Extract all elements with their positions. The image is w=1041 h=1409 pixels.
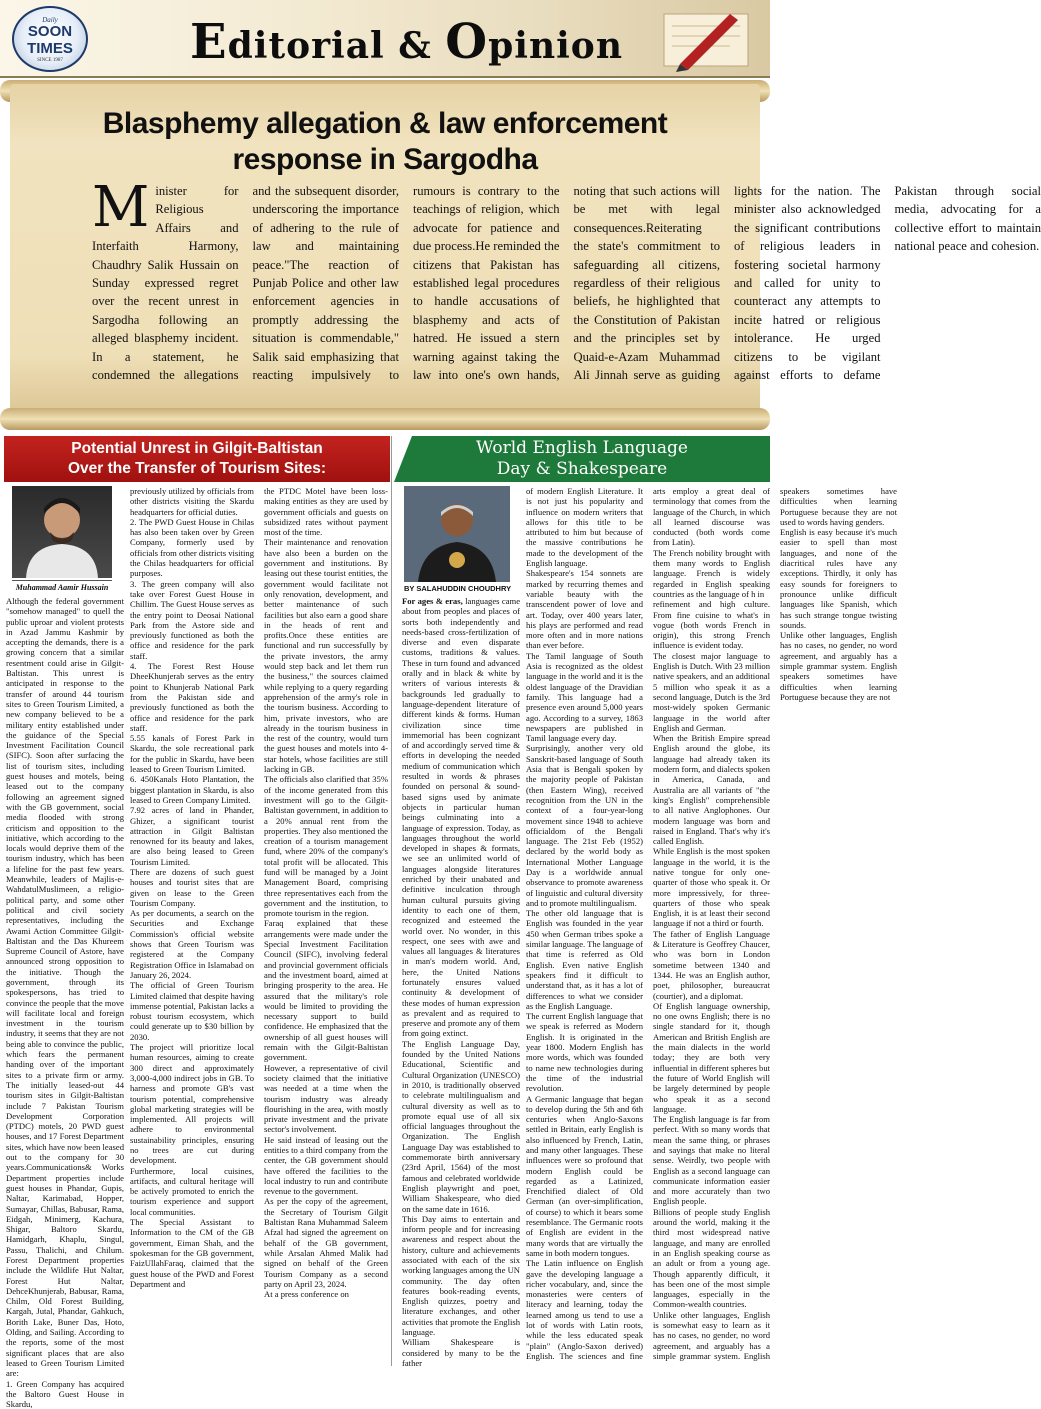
editorial-body (92, 175, 1041, 402)
logo-tagline: SINCE 1987 (37, 58, 63, 63)
editorial-text: inister for Religious Affairs and Interfaith Harmony, Chaudhry Salik Hussain on Sunday expressed regret over the recent unrest in Sargodha following an alleged blasphemy incident. In a statement, he condemned the allegations and the subsequent disorder, underscoring the importance of adhering to the rule of law and maintaining peace."The reaction of Punjab Police and other law enforcement agencies in promptly addressing the situation is commendable," Salik said emphasizing that reacting impulsively to rumours is contrary to the teachings of religion, which advocate for patience and due process.He reminded the citizens that Pakistan has established legal procedures to handle accusations of blasphemy and acts of hatred. He issued a stern warning against taking the law into one's own hands, noting that such actions will be met with legal consequences.Reiterating the state's commitment to safeguarding all citizens, regardless of their religious beliefs, he highlighted that the Constitution of Pakistan and the principles set by Quaid-e-Azam Muhammad Ali Jinnah serve as guiding lights for the nation. The minister also acknowledged the significant contributions of religious leaders in fostering societal harmony and called for unity to counteract any attempts to incite hatred or religious intolerance. He urged citizens to be vigilant against efforts to defame Pakistan through social media, advocating for a collective effort to maintain national peace and cohesion. (92, 184, 1041, 383)
newspaper-logo (12, 6, 88, 72)
logo-daily: Daily (42, 16, 58, 24)
left-article (4, 436, 390, 1409)
byline: BY SALAHUDDIN CHOUDHRY (404, 584, 512, 593)
fountain-pen-icon (660, 6, 752, 72)
scroll-roll-bottom (0, 408, 770, 430)
editorial-headline: Blasphemy allegation & law enforcement response in Sargodha (102, 107, 668, 176)
left-article-col1: Although the federal government "somehow managed" to quell the public uproar and violent protests in Azad Jammu Kashmir by accepting the demands, there is a growing concern that a similar resentment could arise in Gilgit-Baltistan. This unrest is anticipated in response to the transfer of around 44 tourism sites to Green Tourism Limited, a new company believed to be a military entity established under the guidance of the Special Investment Facilitation Council (SIFC). Soon after surfacing the list of tourism sites, including guest houses and motels, being leased out to the company following an agreement signed with the GB government, social media flooded with strong criticism and opposition to the initiative, which according to the locals would deprive them of the tourism industry, which has been a lifeline for the past few years. Meanwhile, leaders of Majlis-e-WahdatulMuslimeen, a religio-political party, and some other political and civil society representatives, including the Awami Action Committee Gilgit-Baltistan and the Das Khureem Supreme Council of Astore, have announced strong opposition to the initiative. Though the government, through its spokespersons, has tried to convince the people that the move will facilitate local and foreign investment in the tourism industry, it seems that they are not being able to convince the public, which fears the permanent handing over of the important sites to a private firm or army. The initially leased-out 44 tourism sites in Gilgit-Baltistan include 7 Pakistan Tourism Development Corporation (PTDC) motels, 20 PWD guest houses, and 17 Forest Department sites, which have now been leased out to the company for 30 years.Communications& Works Department properties include guest houses in Phandar, Gupis, Naltar, Karimabad, Hopper, Sumayar, Chillas, Babusar, Rama, Eidgah, Minimerg, Kachura, Shigar, Baltoro Skardu, Hamidgarh, Khaplu, Singul, Passu, Thalichi, and Chilum. Forest Department properties include the Wildlife Hut Naltar, Forest Hut Naltar, DehceKhunjerab, Babusar, Rama, Chilm, Old Forest Building, Kargah, Jutal, Phandar, Gahkuch, Borith Lake, Buner Das, Hoto, Olding, and Sailing. According to the reports, some of the most significant places that are also leased to Green Tourism Limited are: 1. Green Company has acquired the Baltoro Guest House in Skardu, (6, 596, 124, 1409)
right-article-headline: World English Language Day & Shakespeare (394, 436, 770, 482)
right-article (394, 436, 897, 1368)
right-article-col1: For ages & eras, languages came about from peoples and places of sorts both independently and needs-based cross-fertilization of diverse and even disparate customs, traditions & values. These in turn found and advanced orally and in black & white by writers of various interests & backgrounds led gradually to language-dependent literature of different kinds & forms. Human civilization since time immemorial has been cognizant of and accordingly served time & efforts in developing the needed medium of communication which resulted in words & phrases founded on personal & sound-based signs used by animate objects in particular human beings culminating into a language of expression. Today, as languages throughout the world developed in shapes & formats, we see an unlimited world of languages alongside literatures enriched by their unabated and definitive inculcation through human cultural pursuits giving identity to each one of them, recognized and esteemed the world over. No wonder, in this respect, one sees with awe and values all languages & literatures in man's modern world. And, here, the United Nations fortunately ensures valued continuity & development of these modes of human expression as prevalent and as required to preserve and promote any of them from going extinct. The English Language Day, founded by the United Nations Educational, Scientific and Cultural Organization (UNESCO) in 2010, is traditionally observed to celebrate multilingualism and cultural diversity as well as to promote equal use of all six official languages throughout the Organization. The English Language Day was established to commemorate birth anniversary (23rd April, 1564) of the most famous and celebrated worldwide English playwright and poet, William Shakespeare, who died on the same date in 1616. This Day aims to entertain and inform people and for increasing awareness and respect about the history, culture and achievements associated with each of the six working languages among the UN community. The day often features book-reading events, English quizzes, poetry and literature exchanges, and other activities that promote the English language. William Shakespeare is considered by many to be the father (402, 596, 521, 1368)
author-photo (12, 486, 112, 578)
writer-photo (404, 486, 510, 582)
banner-notch (394, 436, 412, 482)
logo-soon: SOON (27, 23, 73, 40)
section-title: Editorial & Opinion (190, 14, 623, 70)
masthead (0, 0, 770, 78)
left-article-cols: previously utilized by officials from other districts visiting the Skardu headquarters for official duties. 2. The PWD Guest House in Chilas has also been taken over by Green Company, formerly used by officials from other districts visiting the Chilas headquarters for official purposes. 3. The green company will also take over Forest Guest House in Chillim. The Guest House serves as the entry point to Deosai National Park from the Astore side and previously functioned as both the office and residence for the park staff. 4. The Forest Rest House DheeKhunjerab serves as the entry point to Khunjerab National Park from the Pakistan side and previously functioned as both the office and residence for the park staff. 5.55 kanals of Forest Park in Skardu, the sole recreational park for the public in Skardu, have been leased to Green Tourism Limited. 6. 450Kanals Hoto Plantation, the biggest plantation in Skardu, is also leased to Green Company Limited. 7.92 acres of land in Phander, Ghizer, a significant tourist attraction in Gilgit Baltistan renowned for its beauty and lakes, are also being leased to Green Tourism Limited. There are dozens of such guest houses and tourist sites that are given on lease to the Green Tourism Company. As per documents, a search on the Securities and Exchange Commission's official website shows that Green Tourism was registered at the Company Registration Office in Islamabad on January 26, 2024. The official of Green Tourism Limited claimed that despite having immense potential, Pakistan lacks a robust tourism ecosystem, which could generate up to $30 billion by 2030. The project will prioritize local human resources, aiming to create 300 direct and approximately 3,000-4,000 indirect jobs in GB. To harness and promote GB's vast tourism potential, comprehensive global marketing strategies will be implemented. All projects will adhere to environmental sustainability principles, ensuring no trees are cut during development. Furthermore, local cuisines, artifacts, and cultural heritage will be actively promoted to enrich the tourism experience and support local communities. The Special Assistant to Information to the CM of the GB government, Eiman Shah, and the spokesman for the GB government, FaizUllahFaraq, claimed that the guest house of the PWD and Forest Department and the PTDC Motel have been loss-making entities as they are used by government officials and guests on subsidized rates without payment most of the time. Their maintenance and renovation have also been a burden on the government and institutions. By leasing out these tourist entities, the government would facilitate not only renovation, development, and better maintenance of such facilities but also earn a good share in the heads of rent and profits.Once these entities are functional and run successfully by the private investors, the army would step back and let them run the business," the sources claimed while replying to a query regarding apprehension of the army's role in the tourism business. According to him, private investors, who are already in the tourism business in the rest of the country, would turn the guest houses and motels into 4-star hotels, whose facilities are still lacking in GB. The officials also clarified that 35% of the income generated from this investment will go to the Gilgit-Baltistan government, in addition to a 20% annual rent from the properties. They also mentioned the creation of a tourism management fund, where 20% of the company's total profit will be allocated. This fund will be managed by a Joint Management Board, comprising three representatives each from the government and the institution, to promote tourism in the region. Faraq explained that these arrangements were made under the Special Investment Facilitation Council (SIFC), involving federal and provincial government officials and the investment board, aimed at bringing prosperity to the area. He assured that the military's role would be limited to providing the necessary support to build confidence. He emphasized that the ownership of all guest houses will remain with the Gilgit-Baltistan government. However, a representative of civil society claimed that the initiative was needed at a time when the tourism industry was already flourishing in the area, with mostly private investment and the private sector's involvement. He said instead of leasing out the entities to a third company from the center, the GB government should have offered the facilities to the local industry to run and contribute revenue to the government. As per the copy of the agreement, the Secretary of Tourism Gilgit Baltistan Rana Muhammad Saleem Afzal had signed the agreement on behalf of the GB government, while Arsalan Ahmed Malik had signed on behalf of the Green Tourism Company as a second party on April 23, 2024. At a press conference on (130, 486, 388, 1300)
column-divider (391, 436, 392, 1366)
author-name: Muhammad Aamir Hussain (12, 580, 112, 592)
logo-times: TIMES (27, 40, 73, 57)
left-article-headline: Potential Unrest in Gilgit-Baltistan Over the Transfer of Tourism Sites: (4, 436, 390, 482)
drop-cap: M (92, 175, 150, 240)
right-article-cols: of modern English Literature. It is not just his popularity and influence on modern writers that allows for this title to be attributed to him but because of the massive contributions he made to the development of the English language. Shakespeare's 154 sonnets are marked by recurring themes and variable beauty with the transcendent power of love and art. Today, over 400 years later, his plays are performed and read more often and in more nations than ever before. The Tamil language of South Asia is recognized as the oldest language in the world and it is the oldest language of the Dravidian family. This language had a presence even around 5,000 years ago. According to a survey, 1863 newspapers are published in Tamil language every day. Surprisingly, another very old Sanskrit-based language of South Asia that is Bengali spoken by the majority people of Pakistan (then Eastern Wing), received recognition from the UN in the context of a four-year-long movement since 1948 to achieve officialdom of the Bengali language. The 21st Feb (1952) declared by the world body as International Mother Language Day is a worldwide annual observance to promote awareness of linguistic and cultural diversity and to promote multilingualism. The other old language that is English was founded in the year 450 when German tribes spoke a similar language. The language of that time is referred as Old English. Even native English speakers find it difficult to understand that, as it has a lot of differences to what we consider as the English Language. The current English language that we speak is referred as Modern English. It is originated in the year 1800. Modern English has more words, which was founded to name new technologies during the time of the industrial revolution. A Germanic language that began to develop during the 5th and 6th centuries when Anglo-Saxons settled in Britain, early English is also influenced by French, Latin, and many other languages. These influences were so profound that modern English could be regarded as a Latinized, Frenchified dialect of Old German (an over-simplification, of course) to which it bears some resemblance. The Germanic roots of English are evident in the many words that are virtually the same in both modern tongues. The Latin influence on English gave the developing language a richer vocabulary, and, since the monasteries were centers of literacy and learning, today the learned among us tend to use a lot of words with Latin roots, while the less educated speak "plain" (Anglo-Saxon derived) English. The sciences and fine arts employ a great deal of terminology that comes from the language of the Church, in which all learned discourse was conducted (both words come from Latin). The French nobility brought with them many words to English language. French is widely regarded in English speaking countries as the language of h in refinement and high culture. From fine cuisine to what's in vogue (both words French in origin), this strong French influence is evident today. The closest major language to English is Dutch. With 23 million native speakers, and an additional 5 million who speak it as a second language, Dutch is the 3rd most-widely spoken Germanic language in the world after English and German. When the British Empire spread English around the globe, its language had already taken its modern form, and dialects spoken in America, Canada, and Australia are all variants of "the king's English" comprehensible to all native Anglophones. Our modern language was born and raised in England. That's why it's called English. While English is the most spoken language in the world, it is the native tongue for only one-quarter of those who speak it. Or more impressively, for three-quarters of those who speak English, it is at least their second language if not a third or fourth. The father of English Language & Literature is Geoffrey Chaucer, who was born in London sometime between 1340 and 1344. He was an English author, poet, philosopher, bureaucrat (courtier), and a diplomat. Of English language ownership, no one owns English; there is no single standard for it, though American and British English are the main dialects in the world today; they are both very influential in different spheres but the future of World English will be largely determined by people who speak it as a second language. The English language is far from perfect. With so many words that mean the same thing, or phrases and sayings that make no literal sense. Weirdly, two people with English as a second language can communicate information easier and more accurately than two English people. Billions of people study English around the world, making it the third most widespread native language, and many are enrolled in an English speaking course as an adult or from a young age. Though apparently difficult, it has been one of the most simple languages, especially in the Common-wealth countries. Unlike other languages, English is somewhat easy to learn as it has no cases, no gender, no word agreement, and arguably has a simple grammar system. English speakers sometimes have difficulties when learning Portuguese because they are not used to words having genders. English is easy because it's much easier to spell than most languages, and none of the diacritical rules have any exceptions. Thirdly, it only has easy sounds for foreigners to pronounce unlike difficult languages like Spanish, which has such strange tongue twisting sounds. Unlike other languages, English has no cases, no gender, no word agreement, and arguably has a simple grammar system. English speakers sometimes have difficulties when learning Portuguese because they are not (526, 486, 897, 1361)
